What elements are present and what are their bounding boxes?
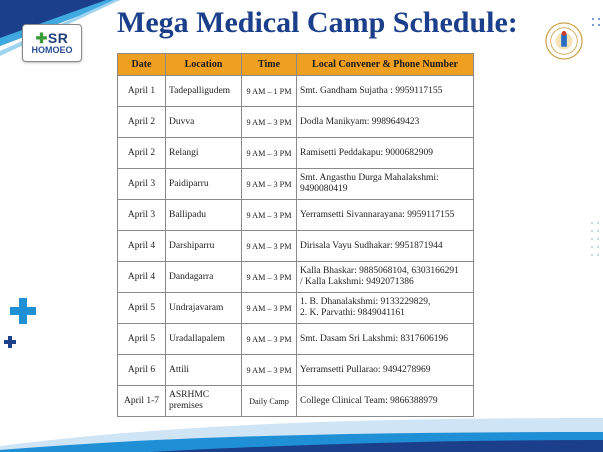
- cell-location: [166, 169, 242, 200]
- plus-icon: [4, 336, 16, 348]
- cell-convener-line: College Clinical Team: 9866388979: [300, 395, 438, 406]
- cell-convener-line: 9490080419: [300, 184, 348, 194]
- header-location: Location: [166, 54, 242, 76]
- cell-date: April 1: [118, 76, 166, 107]
- cell-time: 9 AM – 3 PM: [242, 169, 297, 200]
- cell-location: [166, 386, 242, 417]
- table-row: [118, 76, 474, 107]
- cell-location-line: Undrajavaram: [169, 302, 224, 313]
- cell-location: [166, 293, 242, 324]
- table-row: [118, 293, 474, 324]
- cell-convener: [297, 107, 474, 138]
- cell-location-line: premises: [169, 401, 203, 411]
- header-time: Time: [242, 54, 297, 76]
- cell-date: April 4: [118, 262, 166, 293]
- cell-location: [166, 262, 242, 293]
- cell-location: [166, 138, 242, 169]
- cell-convener-line: Dodla Manikyam: 9989649423: [300, 116, 420, 127]
- table-row: [118, 231, 474, 262]
- cell-date: April 5: [118, 324, 166, 355]
- cell-convener-line: / Kalla Lakshmi: 9492071386: [300, 277, 414, 287]
- cell-location-line: Relangi: [169, 147, 199, 158]
- asr-homoeo-logo: [22, 24, 82, 62]
- cell-location-line: Attili: [169, 364, 190, 375]
- cell-convener-line: 1. B. Dhanalakshmi: 9133229829,: [300, 297, 431, 307]
- table-row: [118, 200, 474, 231]
- table-row: [118, 262, 474, 293]
- cell-date: April 2: [118, 107, 166, 138]
- table-row: [118, 169, 474, 200]
- cell-time: 9 AM – 3 PM: [242, 293, 297, 324]
- college-seal-icon: [545, 22, 583, 60]
- cell-convener-line: Smt. Angasthu Durga Mahalakshmi:: [300, 173, 439, 183]
- cell-convener-line: Ramisetti Peddakapu: 9000682909: [300, 147, 433, 158]
- cell-date: April 3: [118, 169, 166, 200]
- cell-date: April 5: [118, 293, 166, 324]
- cell-date: April 3: [118, 200, 166, 231]
- table-row: [118, 324, 474, 355]
- cell-date: April 4: [118, 231, 166, 262]
- table-header-row: [118, 54, 474, 76]
- cell-convener-line: Smt. Dasam Sri Lakshmi: 8317606196: [300, 333, 449, 344]
- cell-convener-line: Yerramsetti Sivannarayana: 9959117155: [300, 209, 455, 220]
- cell-convener: [297, 200, 474, 231]
- cell-location-line: Uradallapalem: [169, 333, 225, 344]
- cell-convener-line: Dirisala Vayu Sudhakar: 9951871944: [300, 240, 443, 251]
- cell-convener: [297, 138, 474, 169]
- cell-convener-line: Yerramsetti Pullarao: 9494278969: [300, 364, 431, 375]
- plus-icon: [10, 298, 36, 324]
- cell-convener: [297, 324, 474, 355]
- cell-location-line: Dandagarra: [169, 271, 214, 282]
- cell-time: 9 AM – 3 PM: [242, 200, 297, 231]
- cell-convener: [297, 262, 474, 293]
- cell-convener: [297, 355, 474, 386]
- cell-convener: [297, 169, 474, 200]
- cell-time: Daily Camp: [242, 386, 297, 417]
- cell-time: 9 AM – 1 PM: [242, 76, 297, 107]
- cell-convener-line: 2. K. Parvathi: 9849041161: [300, 308, 405, 318]
- cell-time: 9 AM – 3 PM: [242, 107, 297, 138]
- table-row: [118, 107, 474, 138]
- dots-decoration: [590, 16, 603, 32]
- dots-decoration: [588, 220, 602, 260]
- cell-location-line: Darshiparru: [169, 240, 215, 251]
- cell-convener: [297, 76, 474, 107]
- cell-convener-line: Kalla Bhaskar: 9885068104, 6303166291: [300, 266, 459, 276]
- table-row: [118, 138, 474, 169]
- cell-location-line: Paidiparru: [169, 178, 209, 189]
- cell-location: [166, 324, 242, 355]
- page-title: Mega Medical Camp Schedule:: [117, 6, 518, 39]
- logo-text-homoeo: HOMOEO: [31, 45, 73, 55]
- cell-time: 9 AM – 3 PM: [242, 231, 297, 262]
- cell-time: 9 AM – 3 PM: [242, 138, 297, 169]
- cell-convener: [297, 231, 474, 262]
- cell-date: April 2: [118, 138, 166, 169]
- schedule-table: [117, 53, 474, 417]
- cell-date: April 1-7: [118, 386, 166, 417]
- cell-location-line: Ballipadu: [169, 209, 206, 220]
- logo-plus-icon: ✚: [35, 30, 48, 46]
- header-convener: Local Convener & Phone Number: [297, 54, 474, 76]
- cell-convener: [297, 293, 474, 324]
- cell-time: 9 AM – 3 PM: [242, 355, 297, 386]
- cell-location: [166, 355, 242, 386]
- cell-location-line: Tadepalligudem: [169, 85, 231, 96]
- cell-location: [166, 76, 242, 107]
- cell-convener-line: Smt. Gandham Sujatha : 9959117155: [300, 85, 443, 96]
- header-date: Date: [118, 54, 166, 76]
- table-row: [118, 386, 474, 417]
- logo-text-asr: SR: [47, 30, 69, 46]
- cell-date: April 6: [118, 355, 166, 386]
- cell-location: [166, 107, 242, 138]
- cell-time: 9 AM – 3 PM: [242, 262, 297, 293]
- cell-location-line: Duvva: [169, 116, 195, 127]
- cell-location: [166, 200, 242, 231]
- cell-location: [166, 231, 242, 262]
- table-row: [118, 355, 474, 386]
- cell-location-line: ASRHMC: [169, 390, 210, 400]
- cell-convener: [297, 386, 474, 417]
- cell-time: 9 AM – 3 PM: [242, 324, 297, 355]
